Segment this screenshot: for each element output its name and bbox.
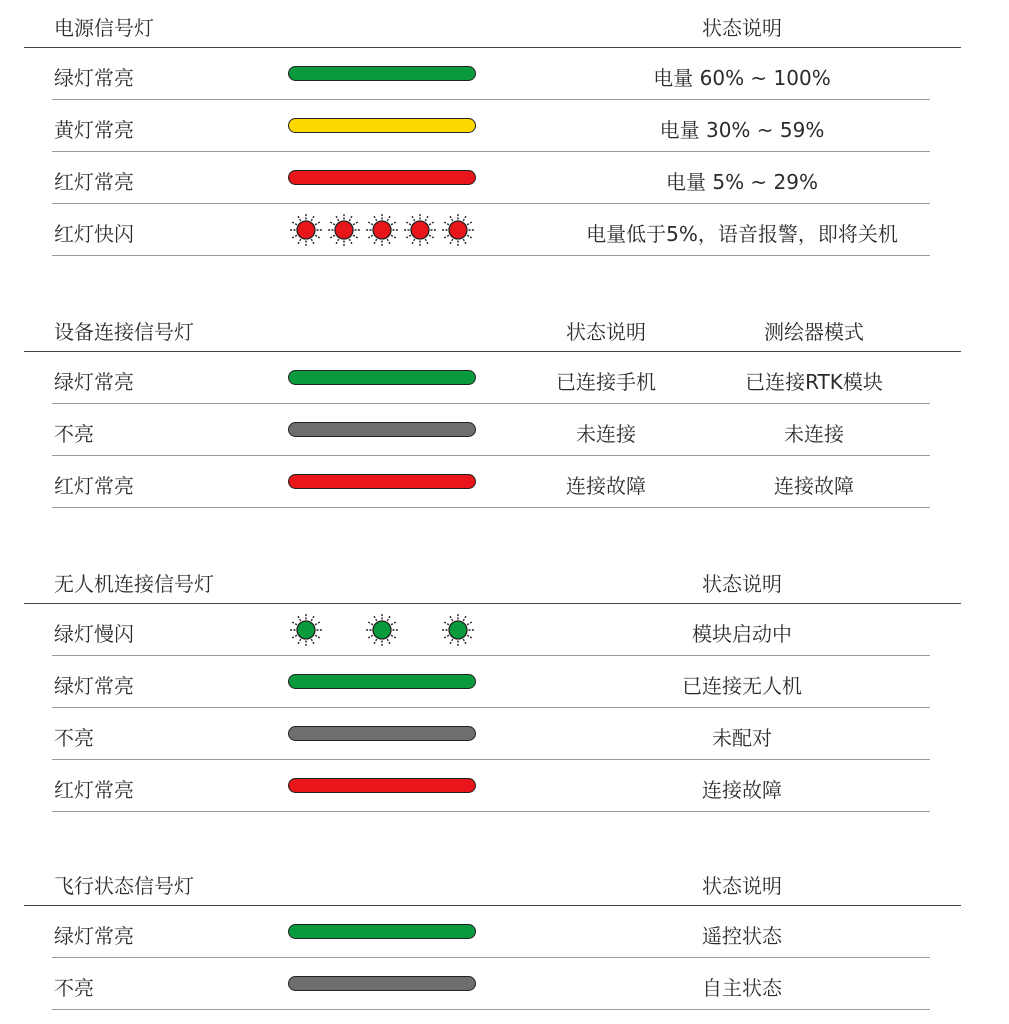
drone-status-header: 状态说明 [702,572,782,596]
indicator-bar-yellow [288,118,476,133]
device-mode-header: 测绘器模式 [764,320,864,344]
device-table-header [0,304,1009,352]
row-status: 电量 30% ~ 59% [659,118,825,142]
table-row [0,152,1009,204]
row-label: 红灯常亮 [54,474,134,498]
flight-status-header: 状态说明 [702,874,782,898]
row-status: 连接故障 [566,474,646,498]
flash-light-icon [403,213,437,247]
row-status: 未连接 [576,422,636,446]
flight-status-section [0,858,1009,1010]
table-row [0,906,1009,958]
drone-connection-section [0,556,1009,812]
table-row [0,456,1009,508]
row-mode: 未连接 [784,422,844,446]
table-row [0,656,1009,708]
indicator-bar-red [288,778,476,793]
row-label: 绿灯常亮 [54,370,134,394]
row-status: 模块启动中 [692,622,792,646]
row-label: 红灯常亮 [54,170,134,194]
table-row [0,958,1009,1010]
indicator-bar-off [288,726,476,741]
indicator-bar-green [288,924,476,939]
indicator-bar-red [288,474,476,489]
fast-flash-red-indicator [286,212,486,252]
flash-light-icon [365,213,399,247]
row-status: 未配对 [712,726,772,750]
row-status: 已连接无人机 [682,674,802,698]
table-row [0,604,1009,656]
slow-flash-green-indicator [286,612,486,652]
table-row [0,48,1009,100]
row-label: 绿灯慢闪 [54,622,134,646]
indicator-bar-off [288,422,476,437]
power-section-title: 电源信号灯 [54,16,154,40]
power-status-header: 状态说明 [702,16,782,40]
table-row [0,760,1009,812]
table-row [0,404,1009,456]
row-divider [52,507,930,508]
device-connection-section [0,304,1009,508]
indicator-bar-green [288,370,476,385]
indicator-bar-off [288,976,476,991]
row-mode: 已连接RTK模块 [745,370,883,394]
flight-table-header [0,858,1009,906]
row-status: 电量 5% ~ 29% [665,170,819,194]
flash-light-icon [327,213,361,247]
row-status: 已连接手机 [556,370,656,394]
indicator-bar-red [288,170,476,185]
row-label: 绿灯常亮 [54,66,134,90]
flash-light-icon [441,213,475,247]
row-mode: 连接故障 [774,474,854,498]
row-label: 不亮 [54,976,94,1000]
row-label: 绿灯常亮 [54,674,134,698]
flash-light-icon [289,613,323,647]
flash-light-icon [441,613,475,647]
row-label: 红灯常亮 [54,778,134,802]
indicator-bar-green [288,66,476,81]
row-status: 自主状态 [702,976,782,1000]
table-row [0,708,1009,760]
row-status: 电量 60% ~ 100% [653,66,831,90]
row-label: 不亮 [54,422,94,446]
row-divider [52,1009,930,1010]
row-divider [52,811,930,812]
row-status: 电量低于5%，语音报警，即将关机 [586,222,898,246]
flash-light-icon [289,213,323,247]
indicator-bar-green [288,674,476,689]
device-status-header: 状态说明 [566,320,646,344]
flight-section-title: 飞行状态信号灯 [54,874,194,898]
table-row [0,352,1009,404]
device-section-title: 设备连接信号灯 [54,320,194,344]
table-row [0,100,1009,152]
row-status: 连接故障 [702,778,782,802]
power-indicator-section [0,0,1009,256]
flash-light-icon [365,613,399,647]
row-label: 红灯快闪 [54,222,134,246]
row-divider [52,255,930,256]
row-status: 遥控状态 [702,924,782,948]
row-label: 黄灯常亮 [54,118,134,142]
row-label: 不亮 [54,726,94,750]
row-label: 绿灯常亮 [54,924,134,948]
drone-table-header [0,556,1009,604]
table-row [0,204,1009,256]
drone-section-title: 无人机连接信号灯 [54,572,214,596]
power-table-header [0,0,1009,48]
